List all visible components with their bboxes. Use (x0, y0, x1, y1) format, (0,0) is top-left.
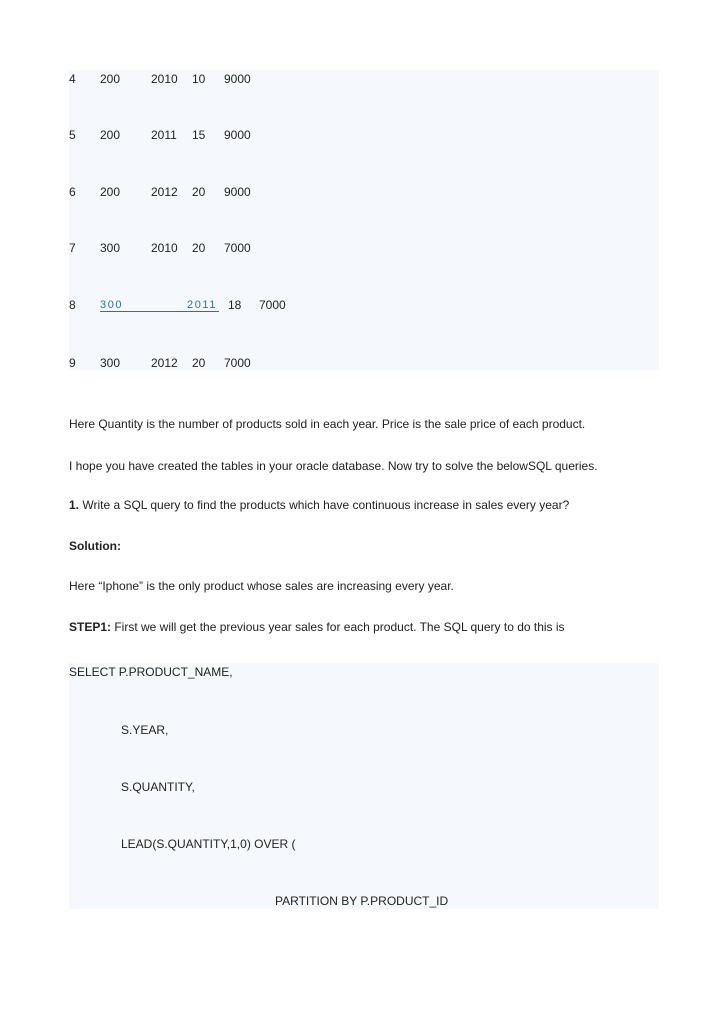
code-line: S.QUANTITY, (121, 780, 195, 794)
paragraph-quantity-price: Here Quantity is the number of products sold in each year. Price is the sale price of each product. (69, 417, 586, 431)
question-1 (69, 498, 569, 512)
cell-price: 9000 (224, 185, 251, 199)
cell-price: 7000 (224, 356, 251, 370)
table-row (69, 72, 659, 86)
cell-year: 2010 (151, 72, 178, 86)
cell-quantity: 15 (192, 128, 206, 142)
cell-quantity: 18 (228, 298, 242, 312)
cell-price: 9000 (224, 128, 251, 142)
cell-product-id: 300 (100, 241, 121, 255)
cell-quantity: 20 (192, 241, 206, 255)
table-row (69, 185, 659, 199)
step-1 (69, 620, 565, 634)
cell-quantity: 20 (192, 185, 206, 199)
code-line: S.YEAR, (121, 723, 169, 737)
cell-year: 2012 (151, 356, 178, 370)
paragraph-iphone: Here “Iphone” is the only product whose sales are increasing every year. (69, 579, 454, 593)
cell-year: 2012 (151, 185, 178, 199)
code-line: SELECT P.PRODUCT_NAME, (69, 665, 233, 679)
cell-id: 8 (69, 298, 76, 312)
table-row (69, 298, 659, 312)
table-row (69, 356, 659, 370)
cell-quantity: 20 (192, 356, 206, 370)
cell-quantity: 10 (192, 72, 206, 86)
cell-year: 2010 (151, 241, 178, 255)
cell-id: 5 (69, 128, 76, 142)
code-line: PARTITION BY P.PRODUCT_ID (275, 894, 449, 908)
cell-price: 7000 (259, 298, 286, 312)
question-number: 1. (69, 498, 80, 512)
cell-year: 2011 (151, 128, 177, 142)
link-underline (100, 311, 219, 312)
solution-label: Solution: (69, 539, 121, 553)
code-line: LEAD(S.QUANTITY,1,0) OVER ( (121, 837, 296, 851)
question-text: Write a SQL query to find the products which have continuous increase in sales every year? (79, 498, 570, 512)
step-text: First we will get the previous year sales for each product. The SQL query to do this is (111, 620, 565, 634)
sales-table (69, 70, 659, 370)
cell-price: 7000 (224, 241, 251, 255)
step-label: STEP1: (69, 620, 112, 634)
link-year[interactable]: 2011 (187, 299, 218, 311)
cell-id: 7 (69, 241, 76, 255)
cell-product-id: 200 (100, 128, 121, 142)
cell-product-id: 200 (100, 185, 121, 199)
code-block (69, 663, 659, 909)
cell-id: 6 (69, 185, 76, 199)
cell-product-id: 300 (100, 356, 121, 370)
cell-price: 9000 (224, 72, 251, 86)
solution-heading (69, 539, 121, 553)
link-product-id[interactable]: 300 (100, 299, 124, 311)
cell-id: 9 (69, 356, 76, 370)
cell-product-id: 200 (100, 72, 121, 86)
table-row (69, 241, 659, 255)
paragraph-intro: I hope you have created the tables in your oracle database. Now try to solve the belowSQL queries. (69, 459, 598, 473)
cell-id: 4 (69, 72, 76, 86)
table-row (69, 128, 659, 142)
